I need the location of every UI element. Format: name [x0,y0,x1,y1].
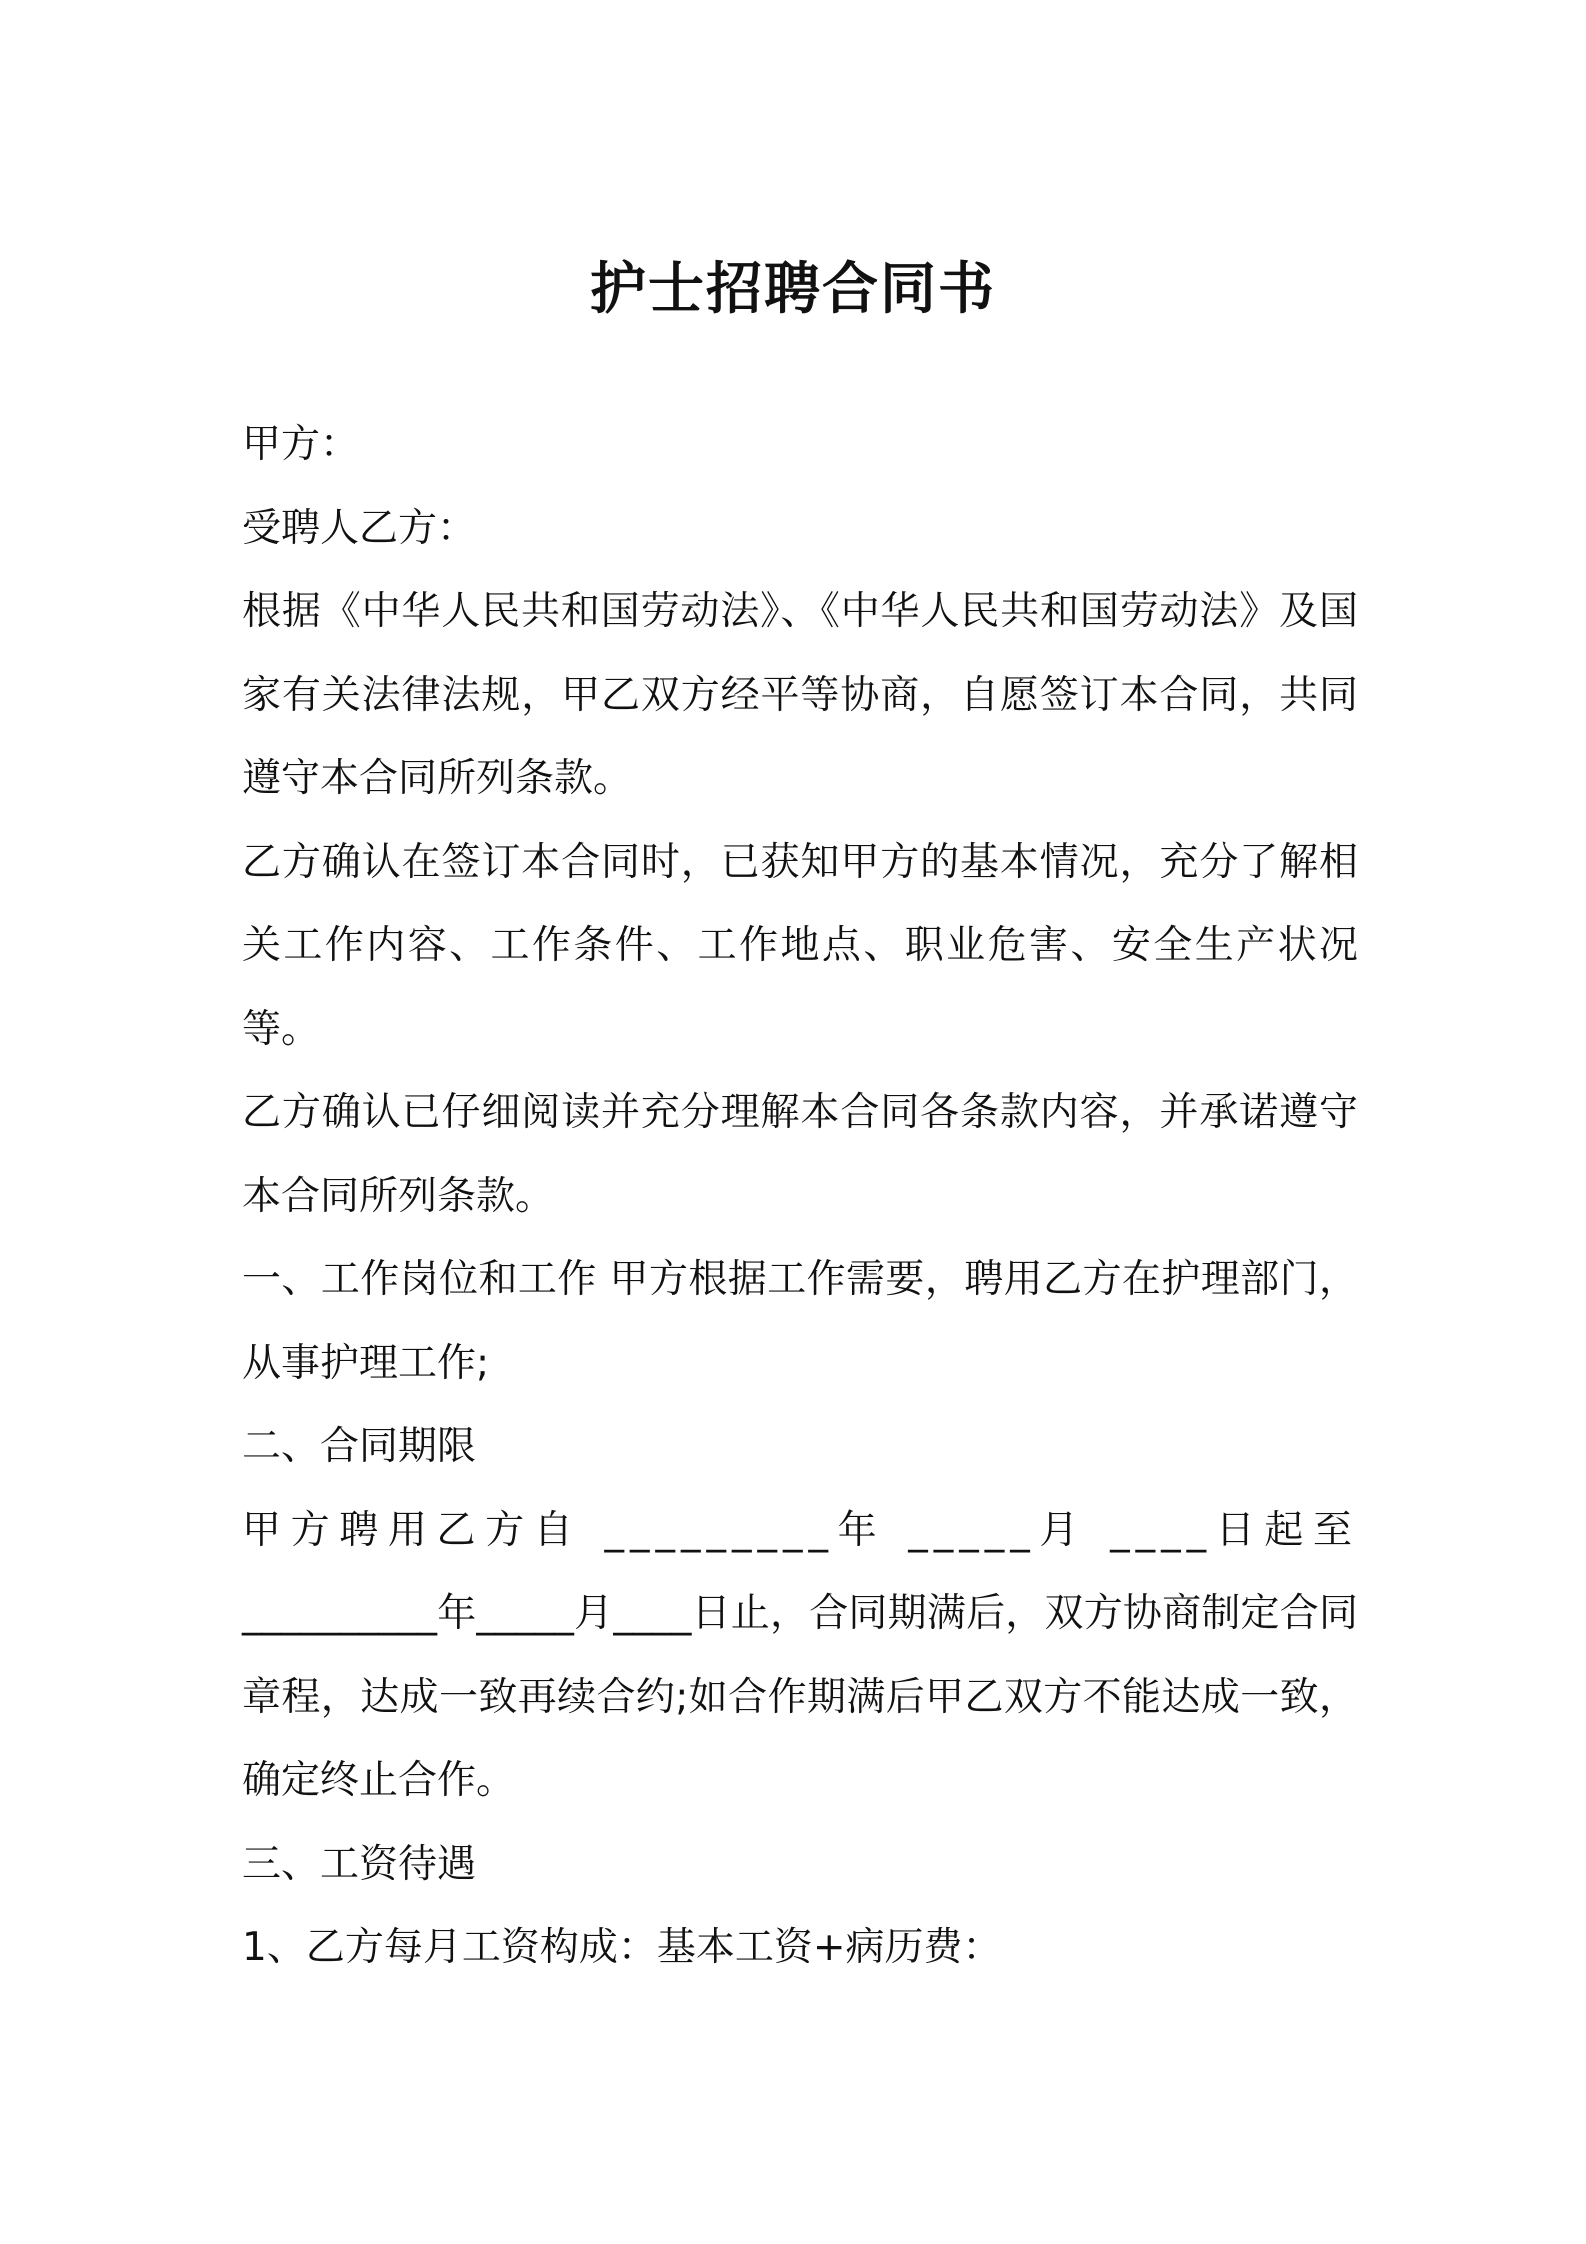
contract-term-paragraph: __________年_____月____日止，合同期满后，双方协商制定合同章程，达成一致再续合约;如合作期满后甲乙双方不能达成一致，确定终止合作。 [242,1591,1358,1803]
salary-item-1: 1、乙方每月工资构成：基本工资+病历费： [242,1925,1002,1970]
confirmation-paragraph-2: 乙方确认已仔细阅读并充分理解本合同各条款内容，并承诺遵守本合同所列条款。 [242,1090,1358,1219]
section-3-heading: 三、工资待遇 [242,1841,477,1887]
contract-term-start-line: 甲方聘用乙方自 _________年 _____月 ____日起至 [242,1507,1358,1553]
document-body [242,403,1358,1990]
party-a-label: 甲方： [242,422,360,467]
confirmation-paragraph-1: 乙方确认在签订本合同时，已获知甲方的基本情况，充分了解相关工作内容、工作条件、工作地点、职业危害、安全生产状况等。 [242,839,1358,1052]
section-2-heading: 二、合同期限 [242,1424,477,1469]
document-title: 护士招聘合同书 [590,257,996,322]
section-1-job-position: 一、工作岗位和工作 甲方根据工作需要，聘用乙方在护理部门，从事护理工作; [242,1257,1358,1386]
party-b-label: 受聘人乙方： [242,505,477,551]
preamble-paragraph: 根据《中华人民共和国劳动法》、《中华人民共和国劳动法》及国家有关法律法规，甲乙双方经平等协商，自愿签订本合同，共同遵守本合同所列条款。 [242,589,1358,801]
